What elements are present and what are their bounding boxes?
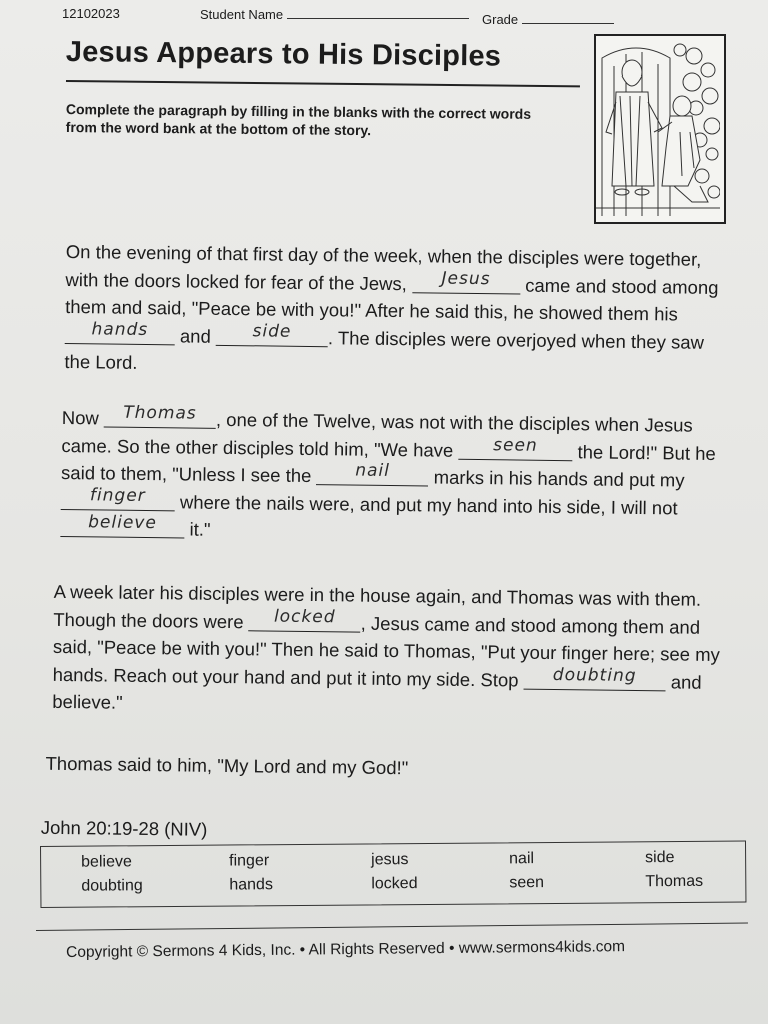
- blank-answer-jesus[interactable]: [412, 270, 520, 294]
- word-bank-word: seen: [509, 874, 545, 892]
- handwritten-answer: nail: [355, 460, 391, 481]
- word-bank-column: [509, 847, 544, 895]
- handwritten-answer: Thomas: [123, 402, 197, 424]
- paragraph-1-text-3: and: [174, 324, 217, 347]
- worksheet-title: Jesus Appears to His Disciples: [65, 36, 502, 73]
- paragraph-1-text-2: came and stood among them and said, "Peace be with you!" After he said this, he showed them his: [65, 274, 719, 325]
- paragraph-2-text-3: the Lord!" But he said to them, "Unless I see the: [61, 440, 716, 487]
- paragraph-3-text-2: , Jesus came and stood among them and said, "Peace be with you!" Then he said to Thomas, "Put your finger here; see my hands. Reach out your hand and put it into my side. Stop: [52, 612, 720, 691]
- word-bank-word: believe: [81, 853, 132, 871]
- paragraph-1-text-4: . The disciples were overjoyed when they saw the Lord.: [64, 326, 705, 373]
- paragraph-2-text-6: it.": [184, 518, 211, 540]
- word-bank: [40, 840, 746, 908]
- paragraph-3-text-3: and believe.": [52, 670, 702, 713]
- scripture-reference: John 20:19-28 (NIV): [40, 816, 208, 840]
- grade-field: [482, 11, 614, 27]
- paragraph-2-text-1: Now: [61, 406, 105, 429]
- handwritten-answer: locked: [273, 606, 336, 627]
- story-paragraph-1: [64, 238, 726, 384]
- word-bank-word: jesus: [371, 851, 409, 869]
- word-bank-word: side: [645, 849, 675, 867]
- word-bank-word: locked: [371, 875, 418, 893]
- word-bank-word: finger: [229, 852, 270, 870]
- paragraph-2-text-4: marks in his hands and put my: [428, 466, 685, 491]
- header-meta: [0, 6, 768, 30]
- blank-answer-finger[interactable]: [61, 486, 175, 510]
- word-bank-word: nail: [509, 850, 535, 868]
- instructions: Complete the paragraph by filling in the blanks with the correct words from the word bank at the bottom of the story.: [65, 100, 532, 139]
- handwritten-answer: side: [252, 320, 292, 342]
- handwritten-answer: seen: [493, 434, 538, 456]
- grade-line: [522, 11, 614, 24]
- word-bank-word: doubting: [81, 877, 143, 895]
- illustration-drawing: [596, 36, 720, 218]
- blank-answer-locked[interactable]: [249, 608, 361, 632]
- story: [40, 238, 726, 840]
- title-underline: [66, 80, 580, 87]
- paragraph-3-text-1: A week later his disciples were in the house again, and Thomas was with them. Though the doors were: [53, 580, 702, 632]
- story-paragraph-2: [60, 404, 722, 550]
- jesus-and-thomas-illustration: [594, 34, 726, 224]
- handwritten-answer: hands: [91, 318, 149, 340]
- blank-answer-nail[interactable]: [316, 462, 428, 486]
- blank-answer-believe[interactable]: [60, 514, 184, 539]
- blank-answer-doubting[interactable]: [524, 666, 666, 691]
- word-bank-column: [645, 846, 703, 894]
- paragraph-2-text-5: where the nails were, and put my hand into his side, I will not: [174, 490, 678, 518]
- grade-label: Grade: [482, 12, 519, 27]
- story-paragraph-3: [52, 578, 734, 724]
- blank-answer-thomas[interactable]: [104, 404, 216, 428]
- handwritten-answer: finger: [89, 484, 146, 506]
- blank-answer-side[interactable]: [216, 322, 328, 346]
- word-bank-column: [81, 850, 143, 898]
- word-bank-column: [229, 849, 273, 897]
- copyright-notice: Copyright © Sermons 4 Kids, Inc. • All Rights Reserved • www.sermons4kids.com: [66, 938, 626, 961]
- blank-answer-hands[interactable]: [65, 320, 175, 344]
- footer-divider: [36, 923, 748, 932]
- word-bank-column: [371, 848, 418, 896]
- closing-line: Thomas said to him, "My Lord and my God!": [45, 752, 409, 779]
- handwritten-answer: believe: [88, 512, 157, 534]
- word-bank-word: Thomas: [645, 872, 704, 891]
- student-name-line: [287, 6, 469, 19]
- handwritten-answer: doubting: [552, 664, 637, 686]
- paragraph-2-text-2: , one of the Twelve, was not with the disciples when Jesus came. So the other disciples told him, "We have: [61, 408, 693, 461]
- handwritten-answer: Jesus: [441, 268, 491, 289]
- blank-answer-seen[interactable]: [458, 436, 572, 460]
- paragraph-1-text-1: On the evening of that first day of the week, when the disciples were together, with the doors locked for fear of the Jews,: [65, 240, 702, 294]
- student-name-label: Student Name: [200, 7, 284, 22]
- document-code: 12102023: [62, 6, 120, 21]
- word-bank-word: hands: [229, 876, 273, 894]
- student-name-field: [200, 6, 469, 22]
